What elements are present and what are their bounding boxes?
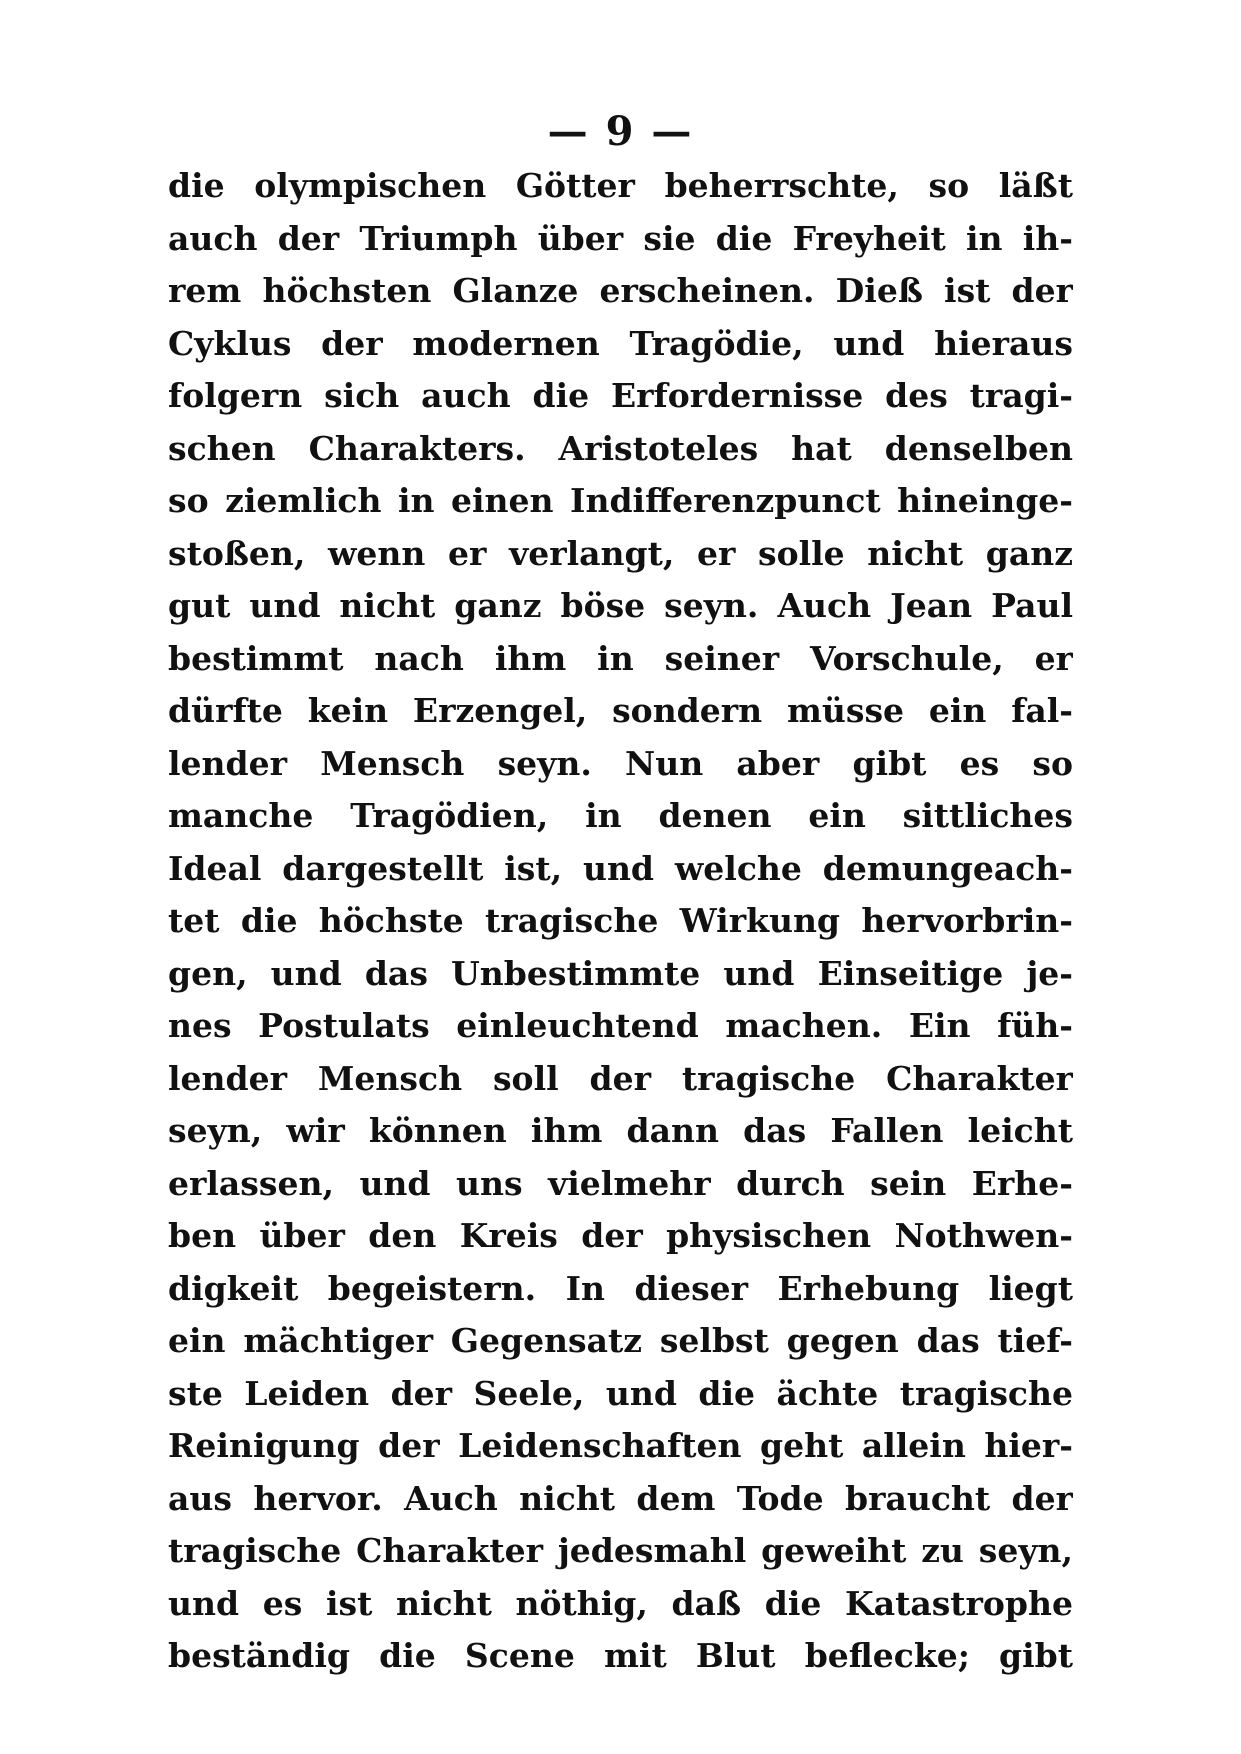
page-number-header: — 9 — [547,108,694,155]
text-line: beständig die Scene mit Blut beflecke; gibt [168,1636,1073,1675]
text-line: gen, und das Unbestimmte und Einseitige je- [168,953,1073,993]
text-line: so ziemlich in einen Indifferenzpunct hineinge- [168,481,1073,520]
text-line: dürfte kein Erzengel, sondern müsse ein fal- [168,691,1073,730]
text-line: bestimmt nach ihm in seiner Vorschule, er [168,638,1073,678]
text-line: aus hervor. Auch nicht dem Tode braucht der [168,1478,1073,1518]
body-text [168,160,1073,1683]
text-line: nes Postulats einleuchtend machen. Ein füh- [168,1006,1073,1045]
text-line: seyn, wir können ihm dann das Fallen leicht [168,1111,1073,1150]
text-line: ein mächtiger Gegensatz selbst gegen das tief- [168,1321,1073,1360]
text-line: manche Tragödien, in denen ein sittliches [168,796,1073,835]
text-line: auch der Triumph über sie die Freyheit in ih- [168,218,1073,258]
text-line: Reinigung der Leidenschaften geht allein hier- [168,1426,1073,1465]
text-line: ben über den Kreis der physischen Nothwen- [168,1216,1073,1255]
text-line: digkeit begeistern. In dieser Erhebung liegt [168,1268,1073,1308]
text-line: die olympischen Götter beherrschte, so läßt [168,166,1073,205]
text-line: tragische Charakter jedesmahl geweiht zu seyn, [168,1531,1073,1570]
text-line: erlassen, und uns vielmehr durch sein Erhe- [168,1163,1073,1203]
text-line: rem höchsten Glanze erscheinen. Dieß ist der [168,271,1073,310]
text-line: schen Charakters. Aristoteles hat denselben [168,428,1073,468]
text-line: und es ist nicht nöthig, daß die Katastrophe [168,1583,1073,1623]
text-line: gut und nicht ganz böse seyn. Auch Jean Paul [168,586,1073,625]
text-line: Cyklus der modernen Tragödie, und hieraus [168,323,1073,363]
text-line: lender Mensch soll der tragische Charakter [168,1058,1073,1098]
text-line: folgern sich auch die Erfordernisse des tragi- [168,376,1073,415]
text-line: stoßen, wenn er verlangt, er solle nicht ganz [168,533,1073,573]
text-line: lender Mensch seyn. Nun aber gibt es so [168,743,1073,783]
text-line: tet die höchste tragische Wirkung hervorbrin- [168,901,1073,940]
text-line: Ideal dargestellt ist, und welche demungeach- [168,848,1073,888]
text-line: ste Leiden der Seele, und die ächte tragische [168,1373,1073,1413]
